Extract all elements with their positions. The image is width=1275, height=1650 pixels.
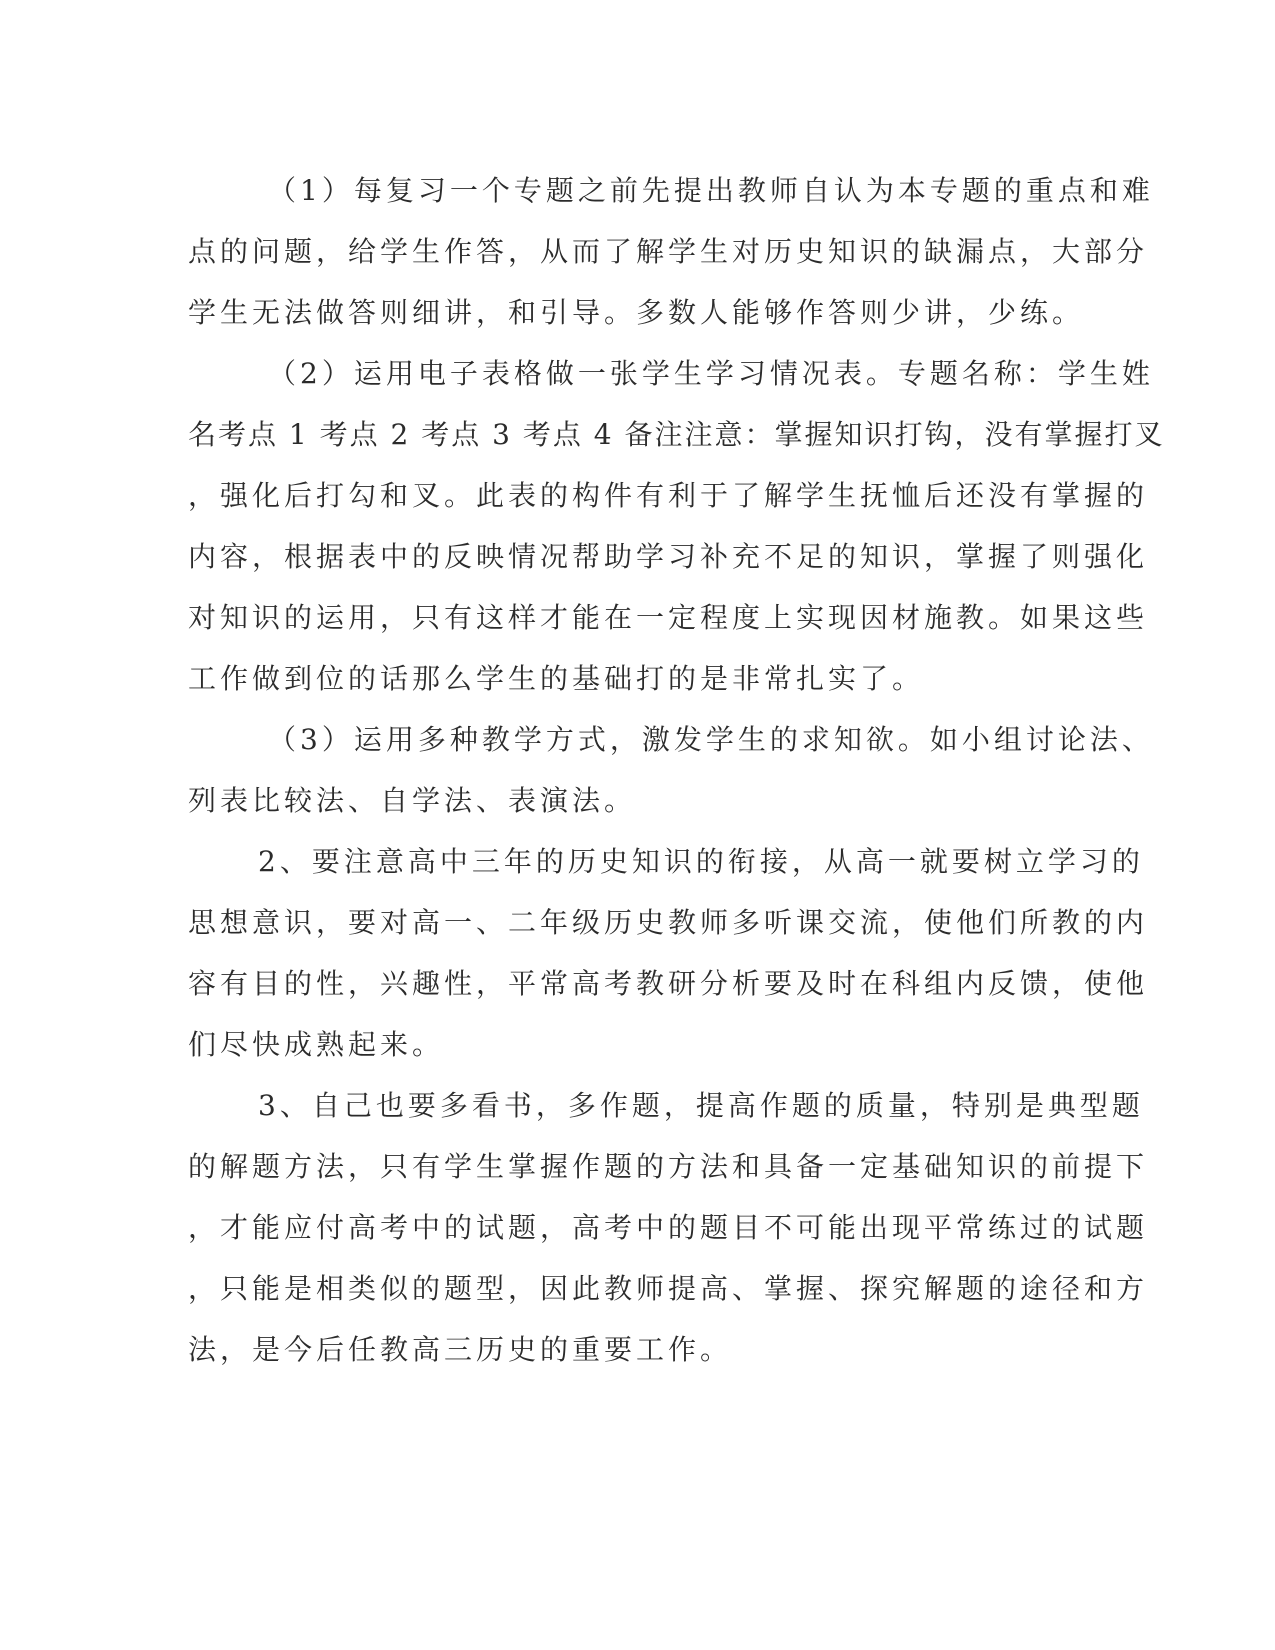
paragraph-line: （2）运用电子表格做一张学生学习情况表。专题名称：学生姓	[268, 357, 1154, 390]
paragraph-line: ，才能应付高考中的试题，高考中的题目不可能出现平常练过的试题	[188, 1211, 1149, 1244]
paragraph-3	[188, 709, 1154, 831]
paragraph-line: 列表比较法、自学法、表演法。	[188, 784, 637, 817]
paragraph-line: ，只能是相类似的题型，因此教师提高、掌握、探究解题的途径和方	[188, 1272, 1149, 1305]
paragraph-line: 内容，根据表中的反映情况帮助学习补充不足的知识，掌握了则强化	[188, 540, 1149, 573]
paragraph-line: （3）运用多种教学方式，激发学生的求知欲。如小组讨论法、	[268, 723, 1154, 756]
paragraph-2	[188, 343, 1165, 709]
paragraph-line: 3、自己也要多看书，多作题，提高作题的质量，特别是典型题	[258, 1089, 1144, 1122]
paragraph-line: 容有目的性，兴趣性，平常高考教研分析要及时在科组内反馈，使他	[188, 967, 1149, 1000]
paragraph-line: 名考点 1 考点 2 考点 3 考点 4 备注注意：掌握知识打钩，没有掌握打叉	[188, 418, 1165, 451]
paragraph-line: 2、要注意高中三年的历史知识的衔接，从高一就要树立学习的	[258, 845, 1144, 878]
paragraph-line: （1）每复习一个专题之前先提出教师自认为本专题的重点和难	[268, 174, 1154, 207]
paragraph-line: 的解题方法，只有学生掌握作题的方法和具备一定基础知识的前提下	[188, 1150, 1149, 1183]
paragraph-line: 学生无法做答则细讲，和引导。多数人能够作答则少讲，少练。	[188, 296, 1085, 329]
paragraph-1	[188, 160, 1154, 343]
paragraph-line: ，强化后打勾和叉。此表的构件有利于了解学生抚恤后还没有掌握的	[188, 479, 1149, 512]
paragraph-line: 们尽快成熟起来。	[188, 1028, 445, 1061]
paragraph-line: 点的问题，给学生作答，从而了解学生对历史知识的缺漏点，大部分	[188, 235, 1149, 268]
paragraph-4	[188, 831, 1149, 1075]
paragraph-line: 工作做到位的话那么学生的基础打的是非常扎实了。	[188, 662, 925, 695]
paragraph-5	[188, 1075, 1149, 1380]
paragraph-line: 法，是今后任教高三历史的重要工作。	[188, 1333, 733, 1366]
paragraph-line: 对知识的运用，只有这样才能在一定程度上实现因材施教。如果这些	[188, 601, 1149, 634]
document-body	[188, 160, 1165, 1380]
paragraph-line: 思想意识，要对高一、二年级历史教师多听课交流，使他们所教的内	[188, 906, 1149, 939]
